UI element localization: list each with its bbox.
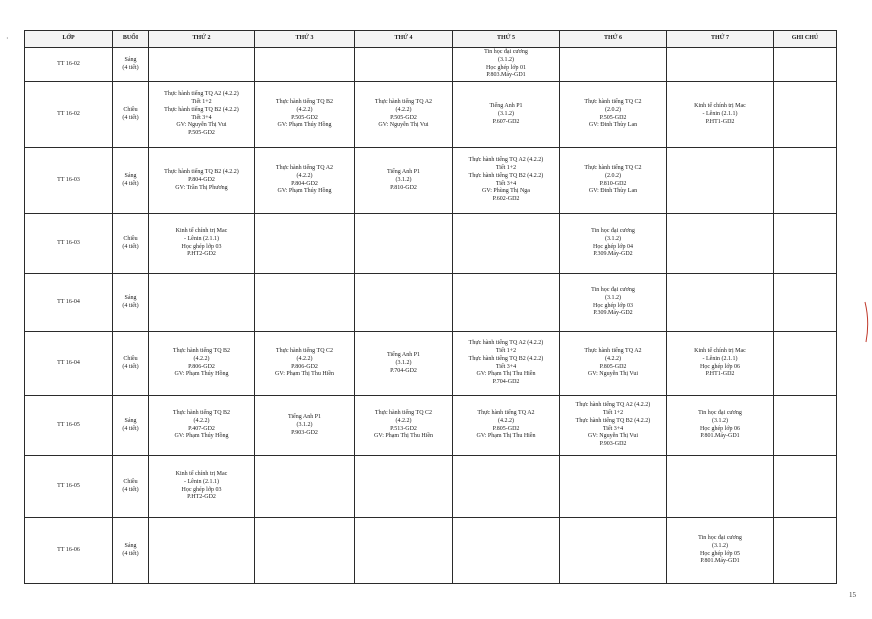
class-cell: TT 16-05 — [25, 456, 113, 518]
class-cell: TT 16-03 — [25, 214, 113, 274]
course-line: Học ghép lớp 06 — [700, 363, 740, 370]
course-line: Thực hành tiếng TQ A2 — [374, 99, 433, 106]
course-line: Thực hành tiếng TQ A2 (4.2.2) — [164, 91, 239, 98]
course-line: Kinh tế chính trị Mac — [175, 228, 228, 235]
cell-thu-5 — [453, 148, 560, 214]
course-line: (3.1.2) — [498, 56, 514, 63]
cell-thu-7 — [667, 274, 774, 332]
course-line: Học ghép lớp 01 — [486, 64, 526, 71]
scan-dots: · — [6, 34, 9, 43]
cell-thu-7 — [667, 456, 774, 518]
cell-thu-4 — [355, 456, 453, 518]
class-cell: TT 16-04 — [25, 274, 113, 332]
session-line: (4 tiết) — [122, 114, 139, 121]
course-line: GV: Phạm Thúy Hồng — [277, 188, 332, 195]
table-row — [25, 274, 837, 332]
cell-thu-7 — [667, 214, 774, 274]
course-line: P.903-GD2 — [291, 429, 318, 436]
course-line: (2.0.2) — [605, 106, 621, 113]
cell-thu-5 — [453, 518, 560, 584]
course-line: GV: Đinh Thùy Lan — [588, 188, 638, 195]
course-line: P.704-GD2 — [390, 367, 417, 374]
cell-thu-4 — [355, 274, 453, 332]
cell-thu-5 — [453, 274, 560, 332]
course-line: Tiết 1+2 — [191, 99, 212, 106]
course-line: Học ghép lớp 05 — [700, 550, 740, 557]
course-line: P.803.Máy-GD1 — [486, 72, 526, 79]
course-line: Thực hành tiếng TQ B2 (4.2.2) — [575, 417, 651, 424]
course-line: GV: Nguyễn Thị Vui — [176, 122, 227, 129]
course-line: P.309.Máy-GD2 — [593, 310, 633, 317]
session-line: (4 tiết) — [122, 550, 139, 557]
course-line: GV: Phạm Thị Thu Hiền — [275, 371, 334, 378]
cell-ghi-chu — [774, 518, 837, 584]
cell-ghi-chu — [774, 148, 837, 214]
header-buoi: BUỔI — [113, 31, 149, 48]
cell-thu-4 — [355, 48, 453, 82]
course-line: Tiếng Anh P1 — [287, 413, 322, 420]
course-line: Thực hành tiếng TQ B2 (4.2.2) — [468, 172, 544, 179]
session-line: Sáng — [124, 172, 137, 179]
course-line: Thực hành tiếng TQ A2 — [584, 348, 642, 355]
class-cell: TT 16-02 — [25, 48, 113, 82]
cell-thu-3 — [255, 48, 355, 82]
course-line: (3.1.2) — [498, 110, 514, 117]
cell-thu-6 — [560, 214, 667, 274]
course-line: - Lênin (2.1.1) — [184, 235, 219, 242]
course-line: (3.1.2) — [605, 294, 621, 301]
cell-thu-6 — [560, 48, 667, 82]
course-line: Thực hành tiếng TQ C2 — [584, 165, 642, 172]
course-line: P.HT1-GD2 — [705, 371, 735, 378]
course-line: Thực hành tiếng TQ A2 (4.2.2) — [468, 340, 544, 347]
course-line: P.806-GD2 — [291, 363, 318, 370]
course-line: P.903-GD2 — [599, 441, 627, 448]
table-row — [25, 396, 837, 456]
course-line: Thực hành tiếng TQ C2 — [275, 348, 334, 355]
table-row — [25, 82, 837, 148]
course-line: Tin học đại cương — [484, 49, 528, 55]
course-line: P.607-GD2 — [492, 118, 520, 125]
cell-thu-4 — [355, 396, 453, 456]
course-line: GV: Phạm Thị Thu Hiền — [374, 433, 433, 440]
course-line: GV: Phạm Thúy Hồng — [174, 371, 229, 378]
cell-thu-2 — [149, 332, 255, 396]
course-line: P.801.Máy-GD1 — [700, 558, 740, 565]
course-line: - Lênin (2.1.1) — [702, 110, 738, 117]
course-line: GV: Trần Thị Phương — [175, 184, 228, 191]
session-line: Chiều — [123, 355, 138, 362]
cell-thu-7 — [667, 396, 774, 456]
course-line: (4.2.2) — [296, 355, 313, 362]
cell-thu-3 — [255, 332, 355, 396]
cell-thu-5 — [453, 214, 560, 274]
cell-ghi-chu — [774, 82, 837, 148]
cell-thu-3 — [255, 82, 355, 148]
cell-thu-7 — [667, 518, 774, 584]
header-thu-6: THỨ 6 — [560, 31, 667, 48]
class-cell: TT 16-02 — [25, 82, 113, 148]
course-line: Tiết 1+2 — [495, 165, 517, 172]
cell-thu-3 — [255, 148, 355, 214]
cell-ghi-chu — [774, 274, 837, 332]
session-cell — [113, 274, 149, 332]
course-line: P.804-GD2 — [188, 176, 215, 183]
cell-thu-2 — [149, 148, 255, 214]
class-cell: TT 16-04 — [25, 332, 113, 396]
course-line: Học ghép lớp 03 — [181, 486, 222, 493]
course-line: Thực hành tiếng TQ B2 — [172, 410, 231, 417]
cell-thu-5 — [453, 48, 560, 82]
header-thu-4: THỨ 4 — [355, 31, 453, 48]
course-line: (3.1.2) — [395, 359, 412, 366]
course-line: P.805-GD2 — [492, 425, 520, 432]
class-cell: TT 16-06 — [25, 518, 113, 584]
session-cell — [113, 456, 149, 518]
cell-thu-2 — [149, 518, 255, 584]
course-line: Thực hành tiếng TQ C2 — [584, 99, 642, 106]
cell-thu-7 — [667, 148, 774, 214]
course-line: Tiết 3+4 — [191, 114, 212, 121]
session-line: Sáng — [124, 542, 137, 549]
class-cell: TT 16-03 — [25, 148, 113, 214]
course-line: GV: Nguyễn Thị Vui — [378, 122, 429, 129]
course-line: Tin học đại cương — [591, 287, 635, 294]
session-cell — [113, 82, 149, 148]
course-line: - Lênin (2.1.1) — [184, 478, 219, 485]
header-thu-3: THỨ 3 — [255, 31, 355, 48]
session-line: (4 tiết) — [122, 64, 139, 71]
course-line: (2.0.2) — [605, 172, 621, 179]
course-line: Tin học đại cương — [698, 410, 742, 417]
cell-thu-5 — [453, 332, 560, 396]
cell-ghi-chu — [774, 396, 837, 456]
table-row — [25, 214, 837, 274]
course-line: P.HT2-GD2 — [187, 251, 216, 258]
course-line: P.806-GD2 — [188, 363, 215, 370]
course-line: P.505-GD2 — [291, 114, 318, 121]
session-line: Sáng — [124, 417, 137, 424]
course-line: (4.2.2) — [395, 106, 412, 113]
course-line: P.HT1-GD2 — [705, 118, 735, 125]
session-line: Chiều — [123, 235, 138, 242]
course-line: Tin học đại cương — [591, 228, 635, 235]
header-lop: LỚP — [25, 31, 113, 48]
cell-thu-4 — [355, 214, 453, 274]
course-line: Thực hành tiếng TQ A2 — [275, 165, 334, 172]
course-line: P.407-GD2 — [188, 425, 215, 432]
course-line: Tiết 3+4 — [495, 180, 517, 187]
course-line: Học ghép lớp 06 — [700, 425, 740, 432]
table-row — [25, 456, 837, 518]
course-line: (4.2.2) — [296, 106, 313, 113]
cell-ghi-chu — [774, 456, 837, 518]
cell-thu-7 — [667, 48, 774, 82]
cell-thu-4 — [355, 332, 453, 396]
cell-thu-2 — [149, 456, 255, 518]
table-row — [25, 518, 837, 584]
course-line: Học ghép lớp 04 — [593, 243, 633, 250]
header-thu-5: THỨ 5 — [453, 31, 560, 48]
course-line: Tiết 1+2 — [495, 348, 517, 355]
course-line: Tiếng Anh P1 — [386, 168, 421, 175]
cell-thu-5 — [453, 396, 560, 456]
cell-thu-6 — [560, 82, 667, 148]
course-line: P.804-GD2 — [291, 180, 318, 187]
course-line: Kinh tế chính trị Mac — [694, 102, 746, 109]
course-line: Tiếng Anh P1 — [386, 351, 421, 358]
cell-thu-7 — [667, 82, 774, 148]
header-thu-7: THỨ 7 — [667, 31, 774, 48]
cell-thu-6 — [560, 332, 667, 396]
cell-thu-4 — [355, 148, 453, 214]
course-line: Tiết 3+4 — [495, 363, 517, 370]
cell-thu-3 — [255, 456, 355, 518]
course-line: GV: Nguyễn Thị Vui — [587, 371, 639, 378]
course-line: Thực hành tiếng TQ C2 — [374, 410, 433, 417]
session-line: (4 tiết) — [122, 302, 139, 309]
course-line: GV: Đinh Thùy Lan — [588, 122, 638, 129]
timetable — [24, 30, 837, 584]
timetable-body — [25, 48, 837, 584]
course-line: (4.2.2) — [395, 417, 412, 424]
course-line: P.505-GD2 — [390, 114, 417, 121]
session-line: (4 tiết) — [122, 486, 139, 493]
course-line: (3.1.2) — [712, 417, 728, 424]
session-cell — [113, 214, 149, 274]
course-line: GV: Phạm Thị Thu Hiền — [476, 433, 536, 440]
cell-thu-4 — [355, 518, 453, 584]
table-row — [25, 48, 837, 82]
cell-thu-2 — [149, 82, 255, 148]
session-cell — [113, 148, 149, 214]
table-row — [25, 148, 837, 214]
course-line: P.810-GD2 — [390, 184, 417, 191]
course-line: P.704-GD2 — [492, 379, 520, 386]
course-line: Thực hành tiếng TQ B2 (4.2.2) — [164, 168, 239, 175]
session-line: (4 tiết) — [122, 243, 139, 250]
course-line: (3.1.2) — [605, 235, 621, 242]
course-line: Thực hành tiếng TQ A2 — [477, 410, 535, 417]
course-line: P.805-GD2 — [599, 363, 627, 370]
course-line: P.513-GD2 — [390, 425, 417, 432]
course-line: Thực hành tiếng TQ B2 (4.2.2) — [468, 355, 544, 362]
cell-thu-2 — [149, 48, 255, 82]
course-line: P.309.Máy-GD2 — [593, 251, 633, 258]
course-line: Tin học đại cương — [698, 535, 742, 542]
course-line: Học ghép lớp 03 — [181, 243, 222, 250]
cell-thu-3 — [255, 214, 355, 274]
course-line: GV: Phạm Thúy Hồng — [174, 433, 229, 440]
course-line: Kinh tế chính trị Mac — [175, 471, 228, 478]
course-line: (3.1.2) — [712, 542, 728, 549]
session-cell — [113, 332, 149, 396]
course-line: Thực hành tiếng TQ A2 (4.2.2) — [575, 402, 651, 409]
course-line: Tiếng Anh P1 — [489, 102, 523, 109]
course-line: Tiết 3+4 — [602, 425, 624, 432]
cell-thu-3 — [255, 396, 355, 456]
course-line: P.505-GD2 — [188, 130, 215, 137]
session-line: Chiều — [123, 106, 138, 113]
cell-thu-5 — [453, 82, 560, 148]
cell-ghi-chu — [774, 332, 837, 396]
course-line: (3.1.2) — [395, 176, 412, 183]
cell-thu-4 — [355, 82, 453, 148]
course-line: GV: Phùng Thị Nga — [482, 188, 530, 195]
course-line: (4.2.2) — [605, 355, 621, 362]
cell-thu-6 — [560, 456, 667, 518]
page-number: 15 — [849, 591, 856, 599]
cell-thu-2 — [149, 274, 255, 332]
course-line: GV: Phạm Thị Thu Hiền — [476, 371, 536, 378]
session-line: Sáng — [124, 56, 137, 63]
course-line: P.602-GD2 — [492, 196, 520, 203]
cell-ghi-chu — [774, 214, 837, 274]
course-line: GV: Phạm Thúy Hồng — [277, 122, 332, 129]
course-line: Thực hành tiếng TQ B2 — [275, 99, 334, 106]
session-line: (4 tiết) — [122, 425, 139, 432]
header-ghi-chu: GHI CHÚ — [774, 31, 837, 48]
cell-thu-2 — [149, 214, 255, 274]
course-line: (4.2.2) — [193, 417, 210, 424]
course-line: (4.2.2) — [498, 417, 514, 424]
course-line: - Lênin (2.1.1) — [702, 355, 738, 362]
course-line: P.HT2-GD2 — [187, 494, 216, 501]
cell-thu-6 — [560, 274, 667, 332]
session-cell — [113, 518, 149, 584]
cell-thu-7 — [667, 332, 774, 396]
header-thu-2: THỨ 2 — [149, 31, 255, 48]
session-line: Sáng — [124, 294, 137, 301]
course-line: GV: Nguyễn Thị Vui — [587, 433, 639, 440]
course-line: P.810-GD2 — [599, 180, 627, 187]
course-line: (3.1.2) — [296, 421, 313, 428]
course-line: (4.2.2) — [193, 355, 210, 362]
course-line: Kinh tế chính trị Mac — [694, 348, 746, 355]
session-line: (4 tiết) — [122, 363, 139, 370]
cell-thu-6 — [560, 148, 667, 214]
cell-thu-6 — [560, 396, 667, 456]
course-line: Thực hành tiếng TQ B2 (4.2.2) — [164, 106, 239, 113]
page-edge-mark — [864, 300, 870, 344]
table-row — [25, 332, 837, 396]
course-line: Thực hành tiếng TQ A2 (4.2.2) — [468, 157, 544, 164]
session-cell — [113, 48, 149, 82]
cell-thu-2 — [149, 396, 255, 456]
session-line: Chiều — [123, 478, 138, 485]
cell-thu-3 — [255, 274, 355, 332]
course-line: Thực hành tiếng TQ B2 — [172, 348, 231, 355]
course-line: (4.2.2) — [296, 172, 313, 179]
course-line: P.801.Máy-GD1 — [700, 433, 740, 440]
cell-thu-6 — [560, 518, 667, 584]
cell-thu-3 — [255, 518, 355, 584]
cell-thu-5 — [453, 456, 560, 518]
class-cell: TT 16-05 — [25, 396, 113, 456]
session-cell — [113, 396, 149, 456]
course-line: Tiết 1+2 — [602, 410, 624, 417]
course-line: Học ghép lớp 03 — [593, 302, 633, 309]
cell-ghi-chu — [774, 48, 837, 82]
header-row — [25, 31, 837, 48]
session-line: (4 tiết) — [122, 180, 139, 187]
course-line: P.505-GD2 — [599, 114, 627, 121]
